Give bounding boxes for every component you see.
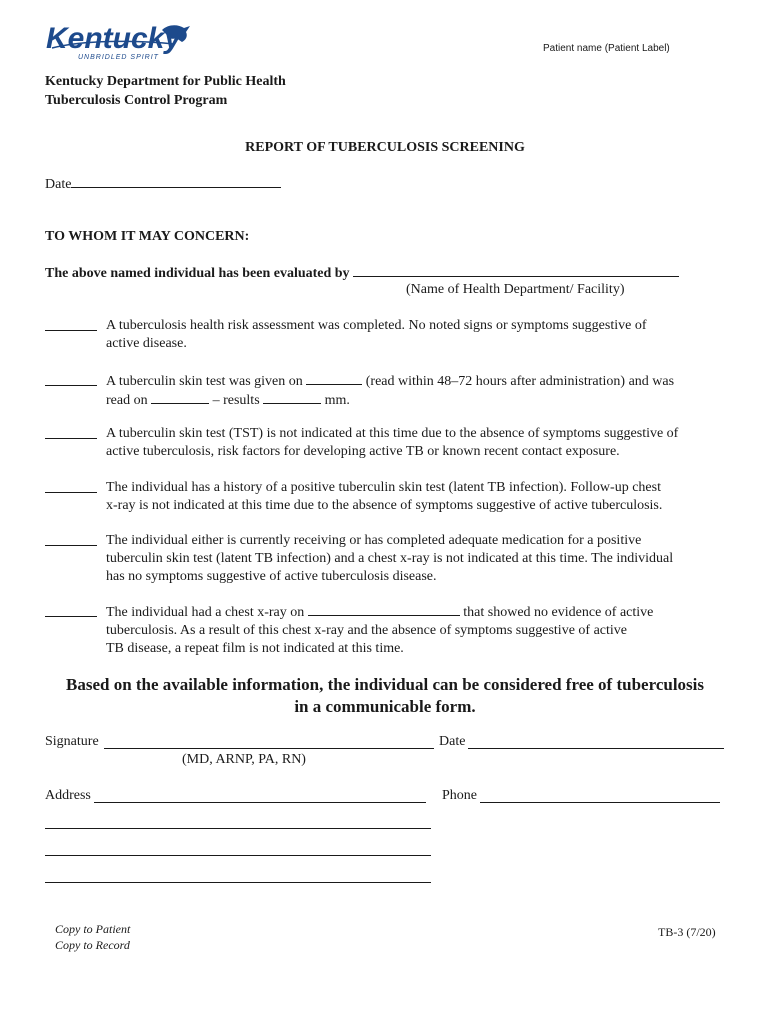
logo-tagline: UNBRIDLED SPIRIT xyxy=(78,54,159,61)
copy-to-record: Copy to Record xyxy=(55,938,130,952)
tst-result-mm-blank[interactable] xyxy=(263,391,321,404)
tst-given-date-blank[interactable] xyxy=(306,372,362,385)
kentucky-logo xyxy=(44,22,194,62)
item2-text: A tuberculin skin test was given on (read within 48–72 hours after administration) and was read on – results mm. xyxy=(106,374,675,408)
item4-text: The individual has a history of a positive tuberculin skin test (latent TB infection). Follow-up chest x-ray is not indicated at this time due to the absence of symptoms suggestive of active tuberculosis. xyxy=(106,480,663,513)
logo-wordmark: Kentucky xyxy=(46,22,182,55)
item5-check-blank[interactable] xyxy=(45,545,97,546)
evaluated-by xyxy=(45,264,679,282)
evaluated-by-label: The above named individual has been evaluated by xyxy=(45,266,350,281)
patient-label: Patient name (Patient Label) xyxy=(543,43,670,54)
address-line-4[interactable] xyxy=(45,882,431,883)
tst-read-date-blank[interactable] xyxy=(151,391,209,404)
item1-check-blank[interactable] xyxy=(45,330,97,331)
copy-to-patient: Copy to Patient xyxy=(55,922,131,936)
salutation: TO WHOM IT MAY CONCERN: xyxy=(45,229,250,244)
signature-date-line[interactable] xyxy=(468,748,724,749)
phone-label: Phone xyxy=(442,788,477,803)
date-field xyxy=(45,175,281,193)
program-name: Tuberculosis Control Program xyxy=(45,93,228,108)
item3-check-blank[interactable] xyxy=(45,438,97,439)
conclusion-statement: Based on the available information, the individual can be considered free of tuberculosis in a communicable form. xyxy=(65,675,704,716)
xray-date-blank[interactable] xyxy=(308,603,460,616)
agency-name: Kentucky Department for Public Health xyxy=(45,74,286,89)
item6-text: The individual had a chest x-ray on that showed no evidence of active tuberculosis. As a result of this chest x-ray and the absence of symptoms suggestive of active TB disease, a repeat film is not indicated at this time. xyxy=(106,605,654,656)
form-id: TB-3 (7/20) xyxy=(658,925,716,939)
copy-distribution xyxy=(55,921,130,953)
address-line-2[interactable] xyxy=(45,828,431,829)
item5-text: The individual either is currently receiving or has completed adequate medication for a positive tuberculin skin test (latent TB infection) and a chest x-ray is not indicated at this time. The individual has no symptoms suggestive of active tuberculosis disease. xyxy=(106,533,674,584)
page-title: REPORT OF TUBERCULOSIS SCREENING xyxy=(245,140,525,155)
date-label: Date xyxy=(45,177,72,192)
item4-check-blank[interactable] xyxy=(45,492,97,493)
item6-check-blank[interactable] xyxy=(45,616,97,617)
signature-line[interactable] xyxy=(104,748,434,749)
item2-check-blank[interactable] xyxy=(45,385,97,386)
signature-label: Signature xyxy=(45,734,99,749)
signature-caption: (MD, ARNP, PA, RN) xyxy=(182,752,306,767)
item3-text: A tuberculin skin test (TST) is not indicated at this time due to the absence of symptoms suggestive of active tuberculosis, risk factors for developing active TB or known recent contact exposure. xyxy=(106,426,679,459)
address-line-1[interactable] xyxy=(94,802,426,803)
address-line-3[interactable] xyxy=(45,855,431,856)
signature-date-label: Date xyxy=(439,734,466,749)
phone-line[interactable] xyxy=(480,802,720,803)
facility-caption: (Name of Health Department/ Facility) xyxy=(406,282,625,297)
item1-text: A tuberculosis health risk assessment was completed. No noted signs or symptoms suggestive of active disease. xyxy=(106,318,647,351)
address-label: Address xyxy=(45,788,91,803)
facility-blank[interactable] xyxy=(353,264,679,277)
date-blank[interactable] xyxy=(71,175,281,188)
